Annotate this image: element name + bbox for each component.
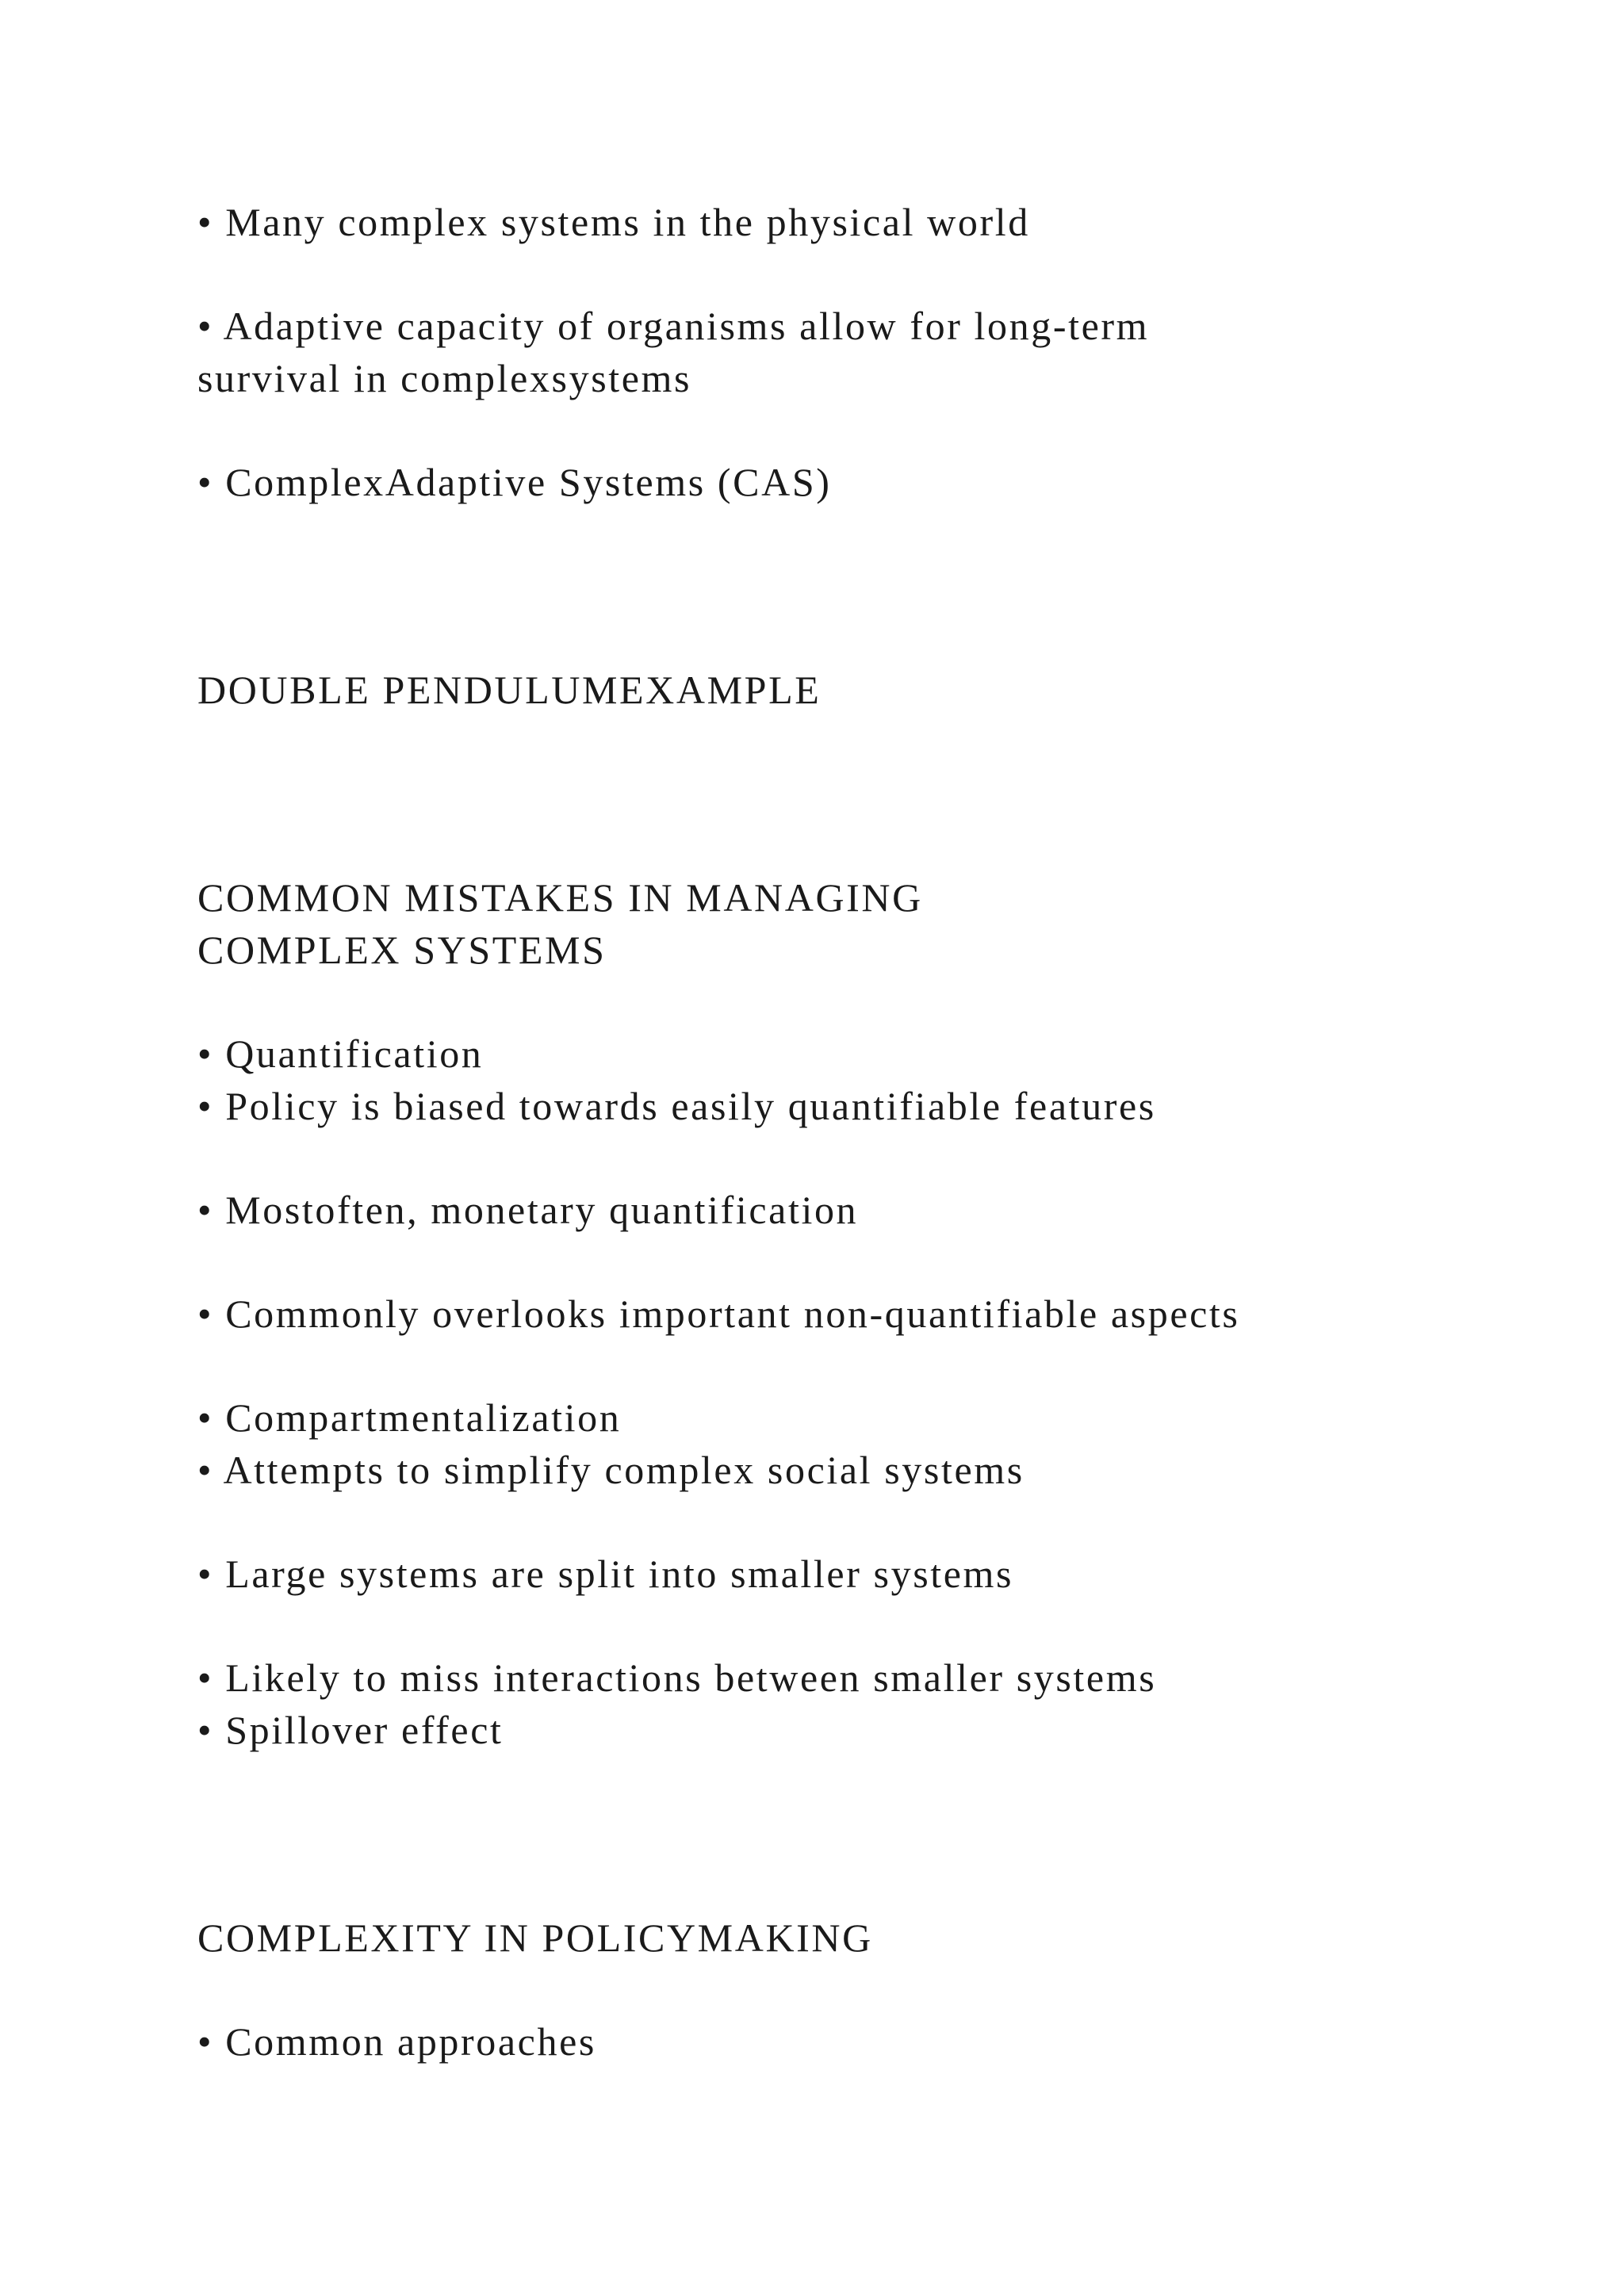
bullet-adaptive-capacity-continued: survival in complexsystems (197, 356, 692, 400)
bullet-miss-interactions: • Likely to miss interactions between smaller systems (197, 1655, 1157, 1700)
bullet-large-systems-split: • Large systems are split into smaller systems (197, 1552, 1014, 1596)
bullet-adaptive-capacity: • Adaptive capacity of organisms allow for long-term (197, 304, 1150, 348)
bullet-compartmentalization: • Compartmentalization (197, 1395, 622, 1440)
heading-common-mistakes-continued: COMPLEX SYSTEMS (197, 928, 607, 972)
bullet-policy-biased: • Policy is biased towards easily quantifiable features (197, 1084, 1156, 1128)
heading-complexity-in-policymaking: COMPLEXITY IN POLICYMAKING (197, 1915, 873, 1960)
heading-double-pendulum-example: DOUBLE PENDULUMEXAMPLE (197, 668, 822, 712)
bullet-quantification: • Quantification (197, 1031, 484, 1076)
bullet-complex-systems-physical-world: • Many complex systems in the physical world (197, 200, 1030, 244)
bullet-simplify-social-systems: • Attempts to simplify complex social systems (197, 1448, 1025, 1492)
bullet-overlooks-non-quantifiable: • Commonly overlooks important non-quantifiable aspects (197, 1292, 1240, 1336)
bullet-common-approaches: • Common approaches (197, 2019, 596, 2064)
bullet-complex-adaptive-systems: • ComplexAdaptive Systems (CAS) (197, 460, 832, 504)
bullet-spillover-effect: • Spillover effect (197, 1708, 504, 1752)
heading-common-mistakes: COMMON MISTAKES IN MANAGING (197, 875, 923, 920)
bullet-monetary-quantification: • Mostoften, monetary quantification (197, 1188, 859, 1232)
